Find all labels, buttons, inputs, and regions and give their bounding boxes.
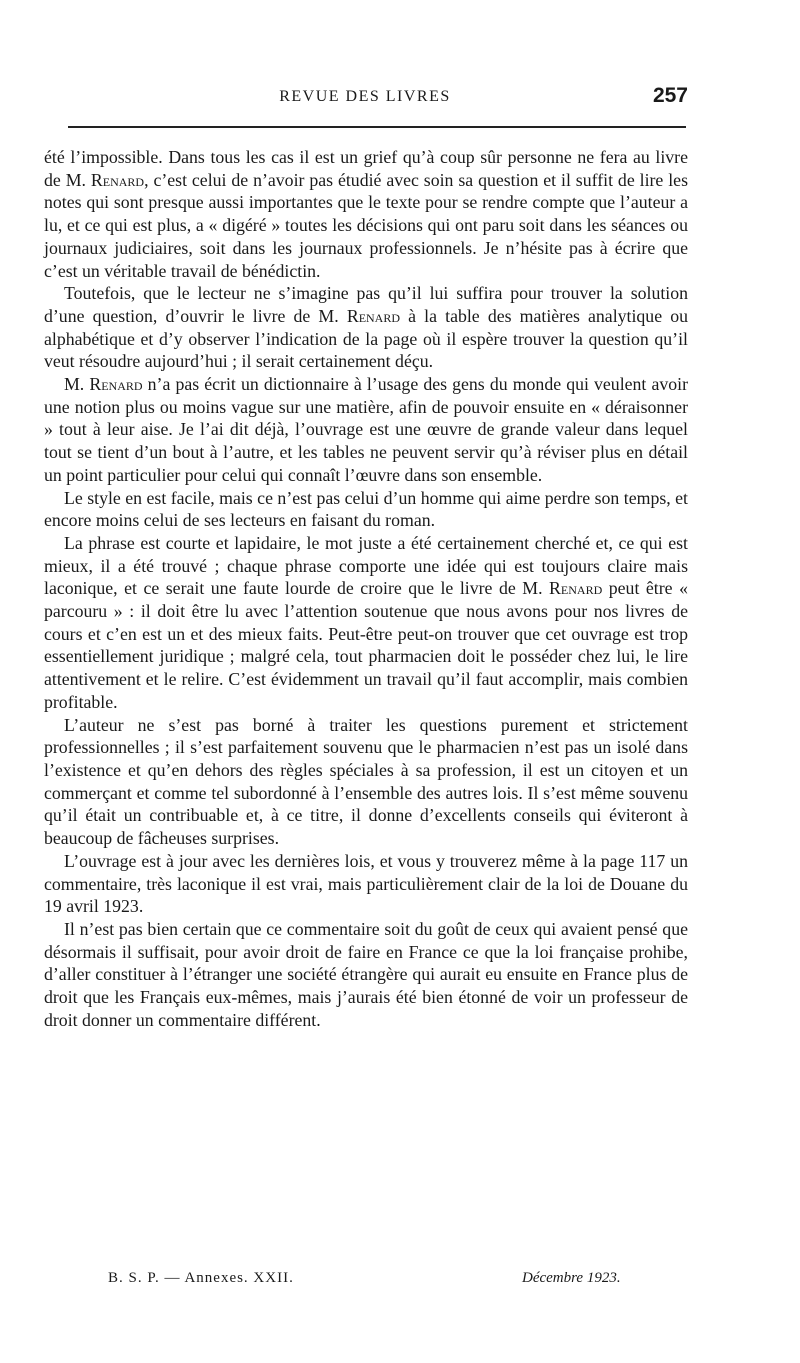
paragraph-2-text-b: à la table des matières analytique ou alphabétique et d’y observer l’indication de la page où il espère trouver la question qu’il veut résoudre aujourd’hui ; il serait certainement déçu. <box>44 305 688 372</box>
paragraph-1-text-a: été l’impossible. Dans tous les cas il est un grief qu’à coup sûr personne ne fera au livre de M. <box>44 147 688 190</box>
paragraph-3-text-a: M. <box>64 374 90 395</box>
paragraph-5-text-b: peut être « parcouru » : il doit être lu avec l’attention soutenue que nous avons pour nos livres de cours et c’en est un et des mieux faits. Peut-être peut-on trouver que cet ouvrage est trop essentiellement juridique ; malgré cela, tout pharmacien doit le posséder chez lui, le lire attentivement et le relire. C’est évidemment un travail qu’il faut accomplir, mais combien profitable. <box>44 578 688 712</box>
paragraph-7: L’ouvrage est à jour avec les dernières lois, et vous y trouverez même à la page 117 un commentaire, très laconique il est vrai, mais particulièrement clair de la loi de Douane du 19 avril 1923. <box>44 850 688 917</box>
footer-date: Décembre 1923. <box>522 1270 621 1286</box>
paragraph-3 <box>44 373 688 487</box>
paragraph-5 <box>44 532 688 714</box>
author-name: Renard <box>90 169 145 190</box>
page-header <box>42 84 688 118</box>
paragraph-4: Le style en est facile, mais ce n’est pas celui d’un homme qui aime perdre son temps, et encore moins celui de ses lecteurs en faisant du roman. <box>44 487 688 531</box>
page-number: 257 <box>652 84 688 107</box>
paragraph-5-text-a: La phrase est courte et lapidaire, le mot juste a été certainement cherché et, ce qui est mieux, il a été trouvé ; chaque phrase comporte une idée qui est toujours claire mais laconique, et ce serait une faute lourde de croire que le livre de M. <box>44 532 688 599</box>
paragraph-1-text-b: , c’est celui de n’avoir pas étudié avec soin sa question et il suffit de lire les notes qui sont presque aussi importantes que le texte pour se rendre compte que l’auteur a lu, et ce qui est plus, a « digéré » toutes les décisions qui ont paru soit dans les séances ou journaux judiciaires, soit dans les journaux professionnels. Je n’hésite pas à écrire que c’est un véritable travail de bénédictin. <box>44 169 688 281</box>
header-rule <box>68 126 686 128</box>
paragraph-2 <box>44 282 688 373</box>
article-body <box>44 146 688 1031</box>
paragraph-2-text-a: Toutefois, que le lecteur ne s’imagine pas qu’il lui suffira pour trouver la solution d’une question, d’ouvrir le livre de M. <box>44 283 688 326</box>
paragraph-6: L’auteur ne s’est pas borné à traiter les questions purement et strictement professionnelles ; il s’est parfaitement souvenu que le pharmacien n’est pas un isolé dans l’existence et qu’en dehors des règles spéciales à sa profession, il est un citoyen et un commerçant et comme tel subordonné à l’ensemble des autres lois. Il s’est même souvenu qu’il était un contribuable et, à ce titre, il donne d’excellents conseils qui éviteront à beaucoup de fâcheuses surprises. <box>44 714 688 849</box>
paragraph-3-text-b: n’a pas écrit un dictionnaire à l’usage des gens du monde qui veulent avoir une notion plus ou moins vague sur une matière, afin de pouvoir ensuite en « déraisonner » tout à leur aise. Je l’ai dit déjà, l’ouvrage est une œuvre de grande valeur dans lequel tout se tient d’un bout à l’autre, et les tables ne peuvent servir qu’à réviser plus en détail un point particulier pour celui qui connaît l’œuvre dans son ensemble. <box>44 374 688 485</box>
footer-signature: B. S. P. — Annexes. XXII. <box>108 1270 294 1286</box>
author-name: Renard <box>346 305 401 326</box>
author-name: Renard <box>549 578 603 599</box>
author-name: Renard <box>89 374 143 395</box>
page-footer <box>0 1270 800 1294</box>
running-head: REVUE DES LIVRES <box>279 88 451 105</box>
paragraph-8: Il n’est pas bien certain que ce commentaire soit du goût de ceux qui avaient pensé que désormais il suffisait, pour avoir droit de faire en France ce que la loi française prohibe, d’aller constituer à l’étranger une société étrangère qui aurait eu ensuite en France plus de droit que les Français eux-mêmes, mais j’aurais été bien étonné de voir un professeur de droit donner un commentaire différent. <box>44 918 688 1030</box>
paragraph-1 <box>44 146 688 282</box>
